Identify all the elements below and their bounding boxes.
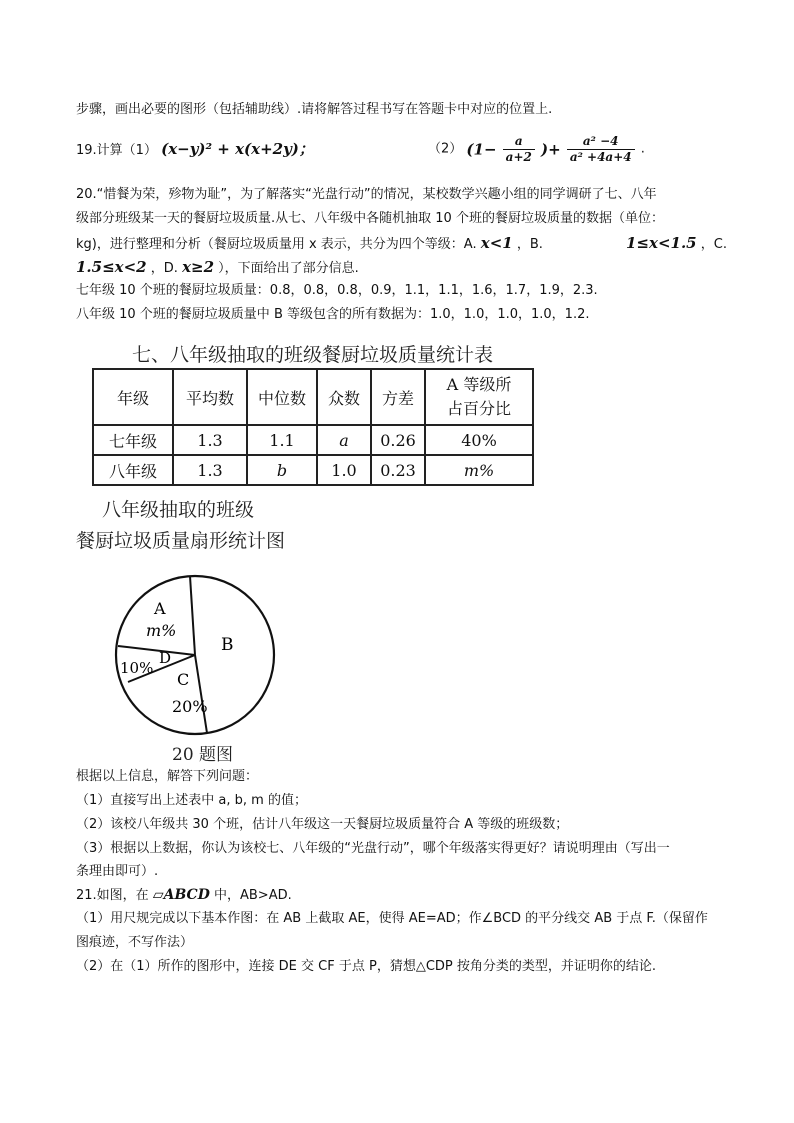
pie-title-line-2: 餐厨垃圾质量扇形统计图: [76, 530, 286, 552]
q20-line-3c: ，C.: [700, 237, 727, 252]
q20-line-3-right: [626, 234, 727, 254]
pie-label-b: B: [221, 635, 234, 655]
q19-fraction-2: [567, 134, 635, 165]
q20-line-1: 20.“惜餐为荣，殄物为耻”，为了解落实“光盘行动”的情况，某校数学兴趣小组的同学调研了七、八年: [76, 187, 657, 202]
q19-fraction-1-denominator: a+2: [505, 150, 532, 164]
cell-mean: 1.3: [173, 425, 247, 455]
q21-line-3: 图痕迹，不写作法）: [76, 935, 194, 950]
q20-line-4b: ），下面给出了部分信息.: [218, 261, 359, 276]
header-a-percent: [425, 369, 533, 425]
header-a-percent-line2: 占百分比: [446, 399, 511, 418]
q19-label: 19.计算（1）: [76, 143, 157, 158]
pie-caption: 20 题图: [172, 745, 234, 765]
question-1: （1）直接写出上述表中 a, b, m 的值；: [76, 793, 307, 808]
q20-line-3a: kg)，进行整理和分析（餐厨垃圾质量用 x 表示，共分为四个等级：A.: [76, 237, 477, 252]
header-grade: 年级: [93, 369, 173, 425]
q19-fraction-2-numerator: a² −4: [567, 134, 635, 150]
grade-a-range: x<1: [480, 234, 513, 252]
table-row: [93, 455, 533, 485]
q20-line-3: [76, 234, 543, 254]
question-2: （2）该校八年级共 30 个班，估计八年级这一天餐厨垃圾质量符合 A 等级的班级数；: [76, 817, 569, 832]
q21-line-1b: 中，AB>AD.: [213, 888, 292, 903]
cell-median: b: [247, 455, 317, 485]
cell-mode: 1.0: [317, 455, 371, 485]
table-row: [93, 425, 533, 455]
cell-variance: 0.26: [371, 425, 425, 455]
pie-label-d-percent: 10%: [120, 659, 154, 677]
parallelogram-abcd: ▱ABCD: [152, 887, 210, 903]
pie-label-a: A: [154, 599, 166, 618]
q20-grade8-data: 八年级 10 个班的餐厨垃圾质量中 B 等级包含的所有数据为：1.0，1.0，1.0，1.0，1.2.: [76, 307, 590, 322]
q19-end: .: [640, 141, 645, 157]
cell-median: 1.1: [247, 425, 317, 455]
grade-c-range: 1.5≤x<2: [76, 258, 147, 276]
header-median: 中位数: [247, 369, 317, 425]
cell-variance: 0.23: [371, 455, 425, 485]
cell-grade: 七年级: [93, 425, 173, 455]
q20-line-4: [76, 258, 359, 278]
header-variance: 方差: [371, 369, 425, 425]
pie-chart: [110, 572, 280, 738]
q20-grade7-data: 七年级 10 个班的餐厨垃圾质量：0.8，0.8，0.8，0.9，1.1，1.1，1.6，1.7，1.9，2.3.: [76, 283, 598, 298]
q19-fraction-1-numerator: a: [503, 134, 535, 150]
pie-divider-b-c: [195, 655, 207, 733]
cell-mean: 1.3: [173, 455, 247, 485]
pie-label-a-percent: m%: [146, 621, 177, 640]
question-3-line-2: 条理由即可）.: [76, 864, 159, 879]
header-a-percent-line1: A 等级所: [446, 375, 512, 394]
pie-divider-a-b: [190, 576, 195, 655]
table-title: 七、八年级抽取的班级餐厨垃圾质量统计表: [132, 344, 494, 366]
q19-line: [76, 140, 314, 160]
table-header-row: [93, 369, 533, 425]
pie-label-d: D: [159, 649, 172, 667]
stats-table: [92, 368, 534, 486]
q19-part2: [428, 134, 645, 165]
cell-grade: 八年级: [93, 455, 173, 485]
grade-d-range: x≥2: [182, 258, 215, 276]
grade-b-range: 1≤x<1.5: [626, 234, 697, 252]
pie-title-line-1: 八年级抽取的班级: [102, 499, 255, 521]
pie-label-c-percent: 20%: [172, 697, 208, 716]
q21-line-4: （2）在（1）所作的图形中，连接 DE 交 CF 于点 P，猜想△CDP 按角分类的类型，并证明你的结论.: [76, 959, 657, 974]
question-3-line-1: （3）根据以上数据，你认为该校七、八年级的“光盘行动”，哪个年级落实得更好？请说明理由（写出一: [76, 841, 670, 856]
q21-line-1a: 21.如图，在: [76, 888, 149, 903]
q19-fraction-1: [503, 134, 535, 165]
intro-text: 步骤，画出必要的图形（包括辅助线）.请将解答过程书写在答题卡中对应的位置上.: [76, 102, 553, 117]
cell-a-percent: 40%: [425, 425, 533, 455]
cell-mode: a: [317, 425, 371, 455]
q20-line-4a: ，D.: [150, 261, 178, 276]
pie-divider-d-a: [118, 646, 195, 655]
q21-line-1: [76, 886, 292, 905]
q19-expression-1: (x−y)² + x(x+2y)；: [161, 140, 314, 158]
header-mean: 平均数: [173, 369, 247, 425]
q19-expr2-mid: )+: [541, 140, 561, 159]
q21-line-2: （1）用尺规完成以下基本作图：在 AB 上截取 AE，使得 AE=AD；作∠BCD 的平分线交 AB 于点 F.（保留作: [76, 911, 708, 926]
questions-lead: 根据以上信息，解答下列问题：: [76, 769, 259, 784]
q19-fraction-2-denominator: a² +4a+4: [569, 150, 632, 164]
q19-part2-label: （2）: [428, 141, 463, 157]
header-mode: 众数: [317, 369, 371, 425]
q19-expr2-left: (1−: [466, 140, 497, 159]
pie-label-c: C: [177, 670, 190, 689]
q20-line-3b: ，B.: [516, 237, 543, 252]
q20-line-2: 级部分班级某一天的餐厨垃圾质量.从七、八年级中各随机抽取 10 个班的餐厨垃圾质量的数据（单位：: [76, 211, 664, 226]
cell-a-percent: m%: [425, 455, 533, 485]
